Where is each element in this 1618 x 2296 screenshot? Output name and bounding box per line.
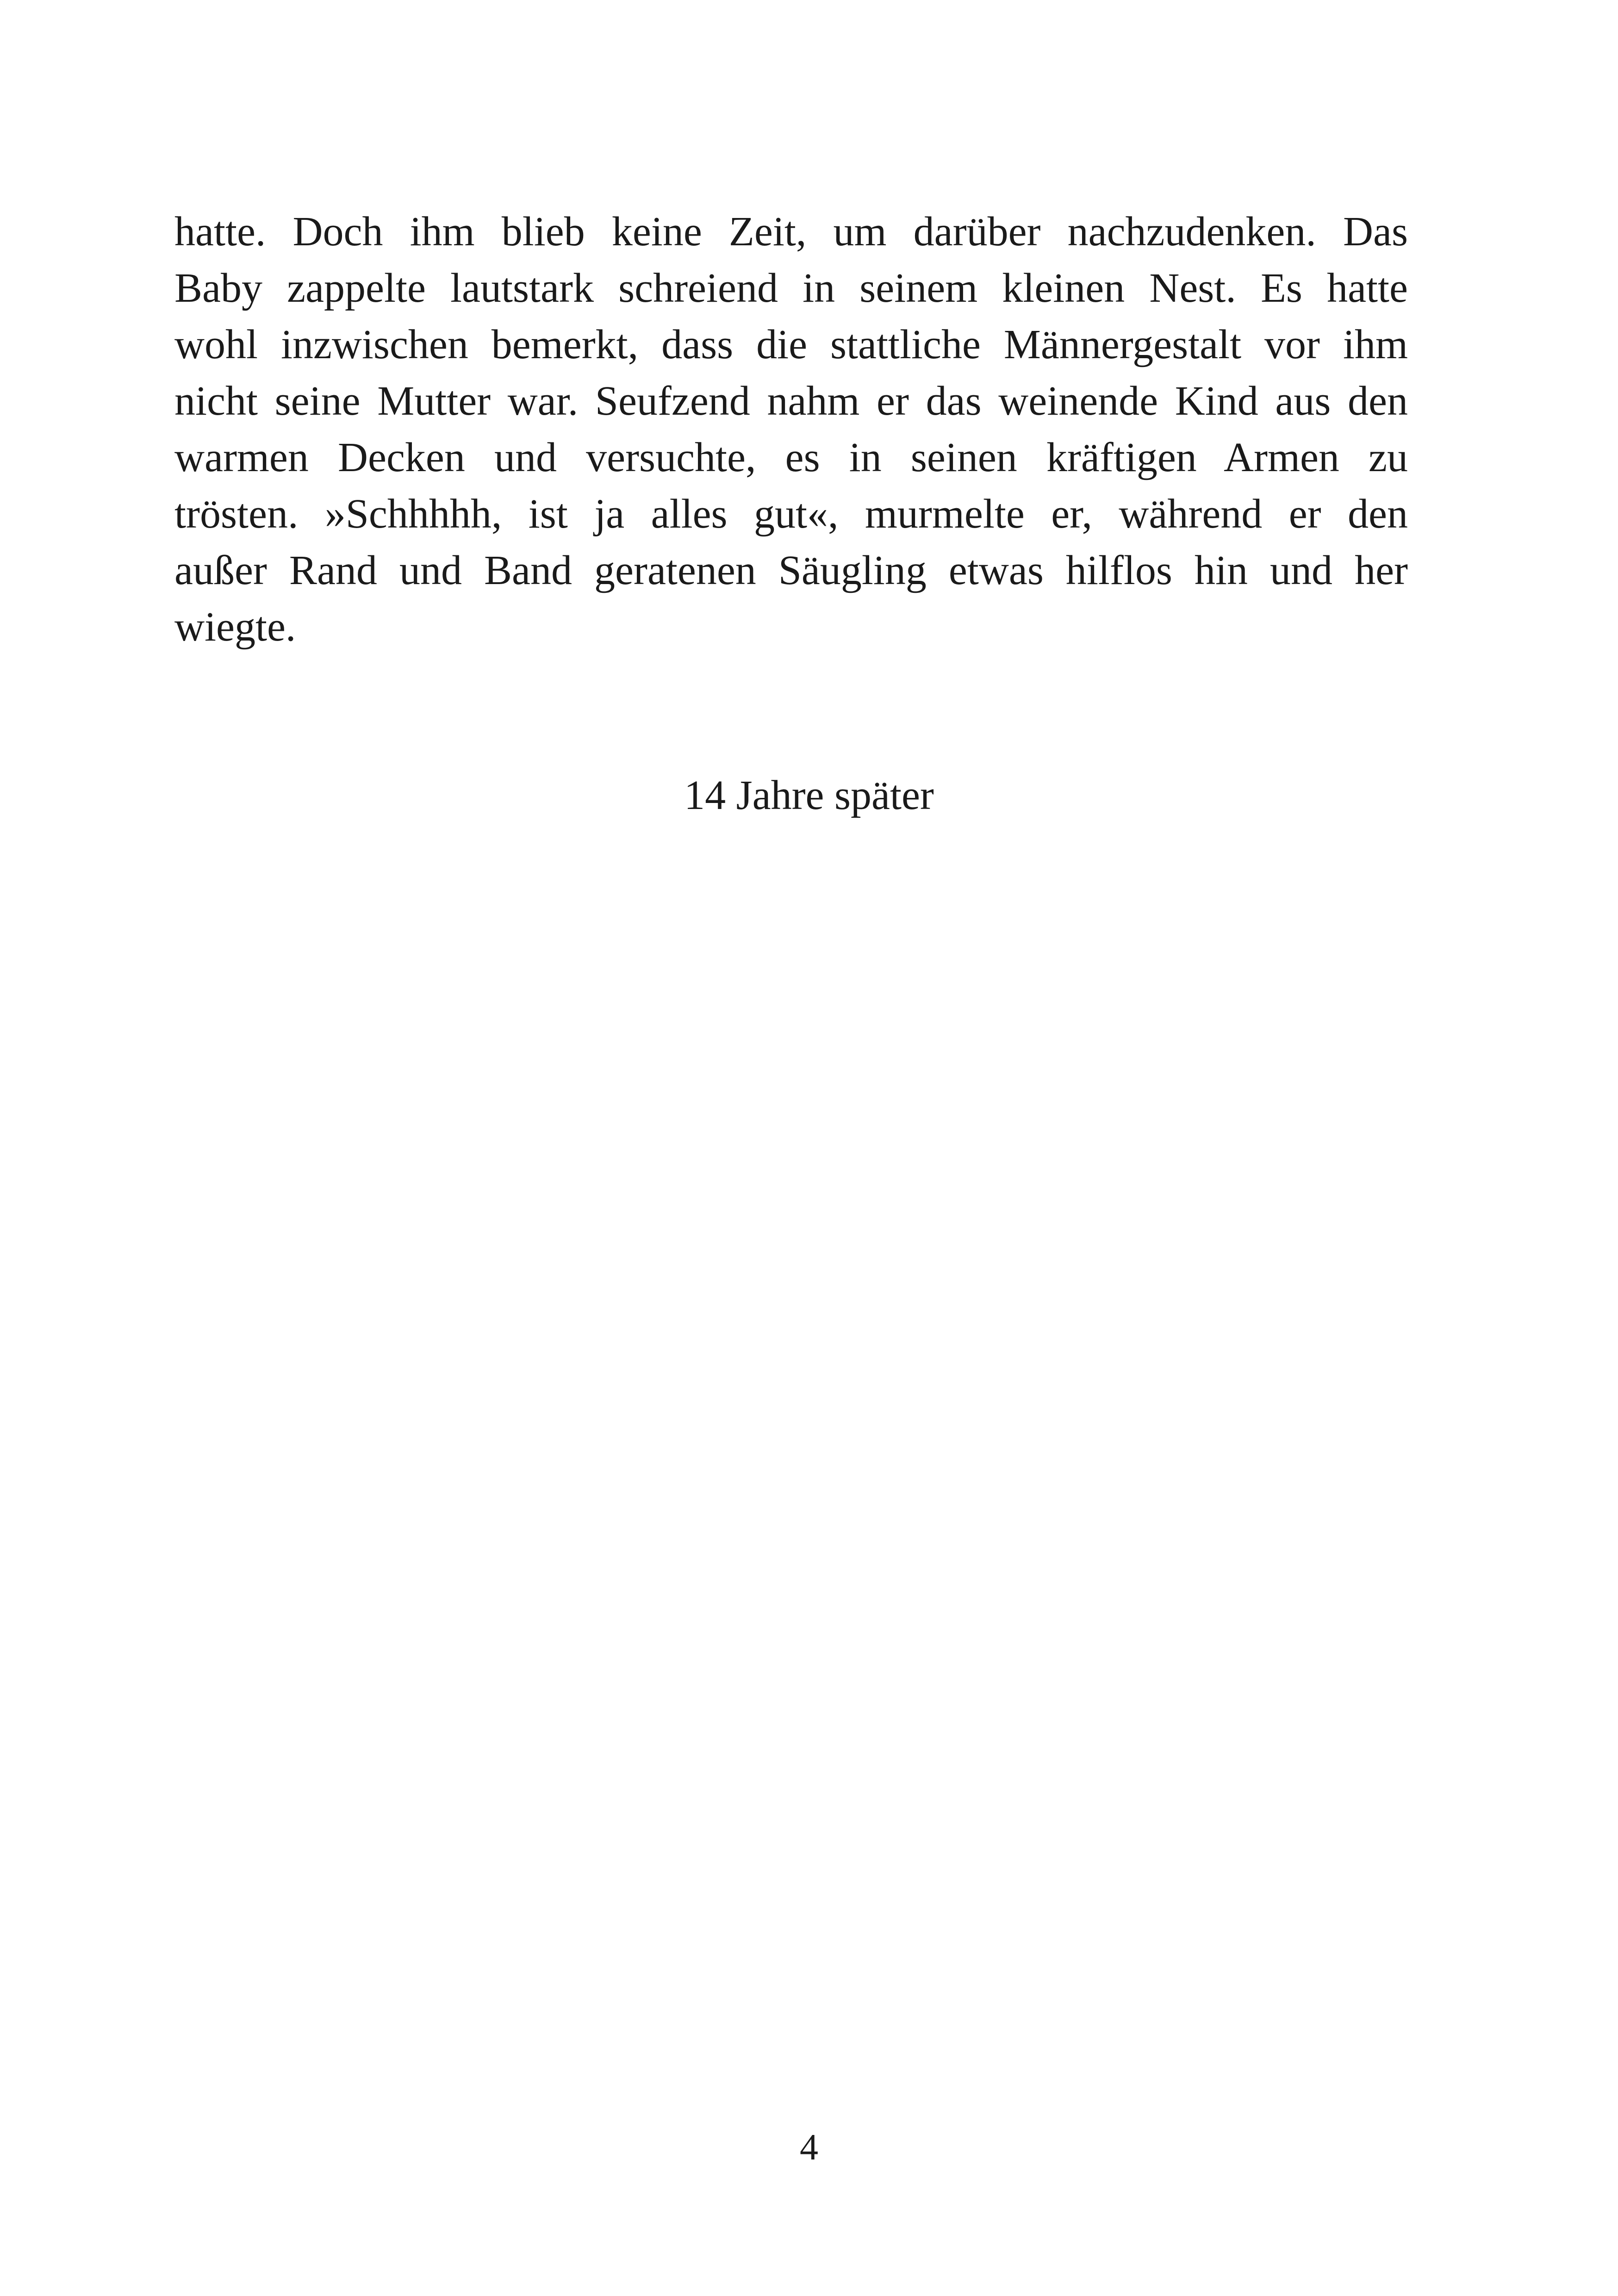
- paragraph-line: warmen Decken und versuchte, es in seinen kräftigen Armen zu: [174, 435, 1408, 480]
- paragraph-line: Baby zappelte lautstark schreiend in seinem kleinen Nest. Es hatte: [174, 265, 1408, 311]
- paragraph-line: nicht seine Mutter war. Seufzend nahm er das weinende Kind aus den: [174, 378, 1408, 424]
- paragraph-line: wohl inzwischen bemerkt, dass die stattliche Männergestalt vor ihm: [174, 322, 1408, 367]
- body-paragraph: [174, 204, 1408, 655]
- paragraph-line: hatte. Doch ihm blieb keine Zeit, um darüber nachzudenken. Das: [174, 209, 1408, 255]
- section-heading: 14 Jahre später: [684, 772, 934, 818]
- paragraph-line: außer Rand und Band geratenen Säugling etwas hilflos hin und her: [174, 548, 1408, 593]
- paragraph-line: trösten. »Schhhhh, ist ja alles gut«, murmelte er, während er den: [174, 491, 1408, 537]
- page-number: 4: [800, 2127, 818, 2168]
- paragraph-line: wiegte.: [174, 604, 296, 650]
